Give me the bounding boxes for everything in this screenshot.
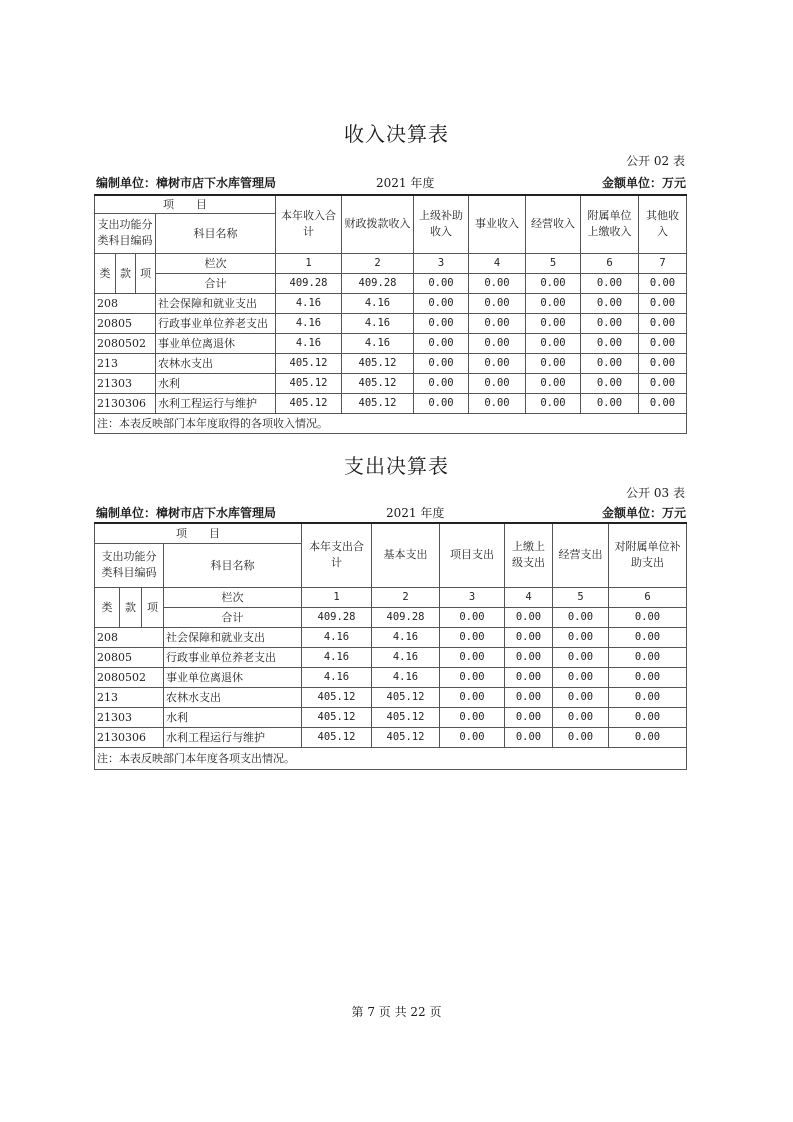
row-value: 0.00 bbox=[553, 687, 609, 707]
expense-col-num: 1 bbox=[302, 587, 372, 607]
table-row bbox=[95, 627, 687, 647]
row-code: 2130306 bbox=[95, 727, 164, 747]
row-subject-name: 事业单位离退休 bbox=[164, 667, 302, 687]
table-row bbox=[95, 667, 687, 687]
row-value: 0.00 bbox=[609, 667, 687, 687]
table-row bbox=[95, 313, 687, 333]
income-col-num: 1 bbox=[276, 253, 342, 273]
row-value: 0.00 bbox=[469, 393, 526, 413]
row-value: 0.00 bbox=[609, 647, 687, 667]
row-value: 0.00 bbox=[469, 353, 526, 373]
income-total-cell: 409.28 bbox=[276, 273, 342, 293]
row-subject-name: 水利 bbox=[164, 707, 302, 727]
row-value: 4.16 bbox=[276, 333, 342, 353]
row-value: 0.00 bbox=[609, 627, 687, 647]
income-unit-label: 编制单位：樟树市店下水库管理局 bbox=[96, 176, 277, 190]
row-code: 20805 bbox=[95, 313, 156, 333]
income-col-num: 7 bbox=[639, 253, 687, 273]
expense-year: 2021 年度 bbox=[386, 506, 445, 520]
table-row bbox=[95, 333, 687, 353]
expense-code-group-header: 支出功能分类科目编码 bbox=[95, 543, 164, 587]
row-value: 0.00 bbox=[505, 627, 553, 647]
row-value: 0.00 bbox=[639, 373, 687, 393]
row-value: 0.00 bbox=[505, 727, 553, 747]
row-value: 405.12 bbox=[276, 353, 342, 373]
expense-total-cell: 0.00 bbox=[440, 607, 505, 627]
expense-col-num: 6 bbox=[609, 587, 687, 607]
row-subject-name: 社会保障和就业支出 bbox=[156, 293, 276, 313]
row-value: 0.00 bbox=[469, 313, 526, 333]
expense-total-row bbox=[95, 607, 687, 627]
expense-col-num: 2 bbox=[372, 587, 440, 607]
row-value: 405.12 bbox=[372, 687, 440, 707]
row-value: 4.16 bbox=[372, 627, 440, 647]
expense-col-num: 3 bbox=[440, 587, 505, 607]
row-value: 4.16 bbox=[276, 313, 342, 333]
row-value: 0.00 bbox=[440, 627, 505, 647]
row-value: 0.00 bbox=[581, 353, 639, 373]
expense-amount-unit: 金额单位：万元 bbox=[601, 506, 686, 520]
income-col-num: 6 bbox=[581, 253, 639, 273]
row-value: 0.00 bbox=[639, 293, 687, 313]
row-value: 0.00 bbox=[440, 687, 505, 707]
row-value: 0.00 bbox=[581, 333, 639, 353]
row-value: 4.16 bbox=[276, 293, 342, 313]
row-value: 4.16 bbox=[342, 333, 414, 353]
row-value: 0.00 bbox=[581, 393, 639, 413]
expense-col-num: 5 bbox=[553, 587, 609, 607]
row-value: 0.00 bbox=[440, 667, 505, 687]
expense-lei-header: 类 bbox=[95, 587, 120, 627]
row-value: 0.00 bbox=[581, 313, 639, 333]
row-value: 0.00 bbox=[639, 333, 687, 353]
income-header-item: 项 目 bbox=[95, 195, 276, 213]
income-total-cell: 0.00 bbox=[414, 273, 469, 293]
row-value: 0.00 bbox=[505, 707, 553, 727]
income-col-header: 事业收入 bbox=[469, 195, 526, 253]
row-value: 0.00 bbox=[526, 373, 581, 393]
income-total-cell: 0.00 bbox=[581, 273, 639, 293]
row-subject-name: 水利工程运行与维护 bbox=[156, 393, 276, 413]
row-value: 0.00 bbox=[414, 373, 469, 393]
row-value: 405.12 bbox=[302, 727, 372, 747]
row-value: 0.00 bbox=[553, 707, 609, 727]
row-code: 2080502 bbox=[95, 333, 156, 353]
row-subject-name: 社会保障和就业支出 bbox=[164, 627, 302, 647]
income-col-num: 2 bbox=[342, 253, 414, 273]
expense-header-item: 项 目 bbox=[95, 523, 302, 543]
row-value: 4.16 bbox=[372, 667, 440, 687]
row-value: 0.00 bbox=[609, 727, 687, 747]
expense-table-code: 公开 03 表 bbox=[626, 486, 685, 500]
row-value: 0.00 bbox=[414, 393, 469, 413]
row-subject-name: 水利工程运行与维护 bbox=[164, 727, 302, 747]
row-value: 0.00 bbox=[526, 333, 581, 353]
expense-total-cell: 0.00 bbox=[609, 607, 687, 627]
income-kuan-header: 款 bbox=[116, 253, 136, 293]
page-number: 第 7 页 共 22 页 bbox=[351, 1005, 442, 1019]
income-year: 2021 年度 bbox=[376, 176, 435, 190]
row-code: 21303 bbox=[95, 373, 156, 393]
row-code: 20805 bbox=[95, 647, 164, 667]
row-subject-name: 事业单位离退休 bbox=[156, 333, 276, 353]
row-value: 0.00 bbox=[414, 333, 469, 353]
row-value: 0.00 bbox=[469, 293, 526, 313]
row-value: 0.00 bbox=[639, 313, 687, 333]
income-total-cell: 0.00 bbox=[469, 273, 526, 293]
table-row bbox=[95, 727, 687, 747]
income-table-note: 注：本表反映部门本年度取得的各项收入情况。 bbox=[95, 413, 687, 433]
row-value: 0.00 bbox=[505, 687, 553, 707]
income-amount-unit: 金额单位：万元 bbox=[601, 176, 686, 190]
row-value: 405.12 bbox=[302, 687, 372, 707]
income-col-num: 4 bbox=[469, 253, 526, 273]
row-value: 0.00 bbox=[553, 627, 609, 647]
row-value: 405.12 bbox=[302, 707, 372, 727]
income-lei-header: 类 bbox=[95, 253, 116, 293]
row-value: 0.00 bbox=[639, 353, 687, 373]
income-total-cell: 0.00 bbox=[639, 273, 687, 293]
row-value: 4.16 bbox=[342, 293, 414, 313]
row-value: 0.00 bbox=[469, 333, 526, 353]
income-info-row bbox=[96, 174, 686, 192]
expense-xiang-header: 项 bbox=[142, 587, 164, 627]
row-subject-name: 水利 bbox=[156, 373, 276, 393]
expense-col-num: 4 bbox=[505, 587, 553, 607]
income-col-header: 财政拨款收入 bbox=[342, 195, 414, 253]
income-col-header: 其他收入 bbox=[639, 195, 687, 253]
income-total-cell: 0.00 bbox=[526, 273, 581, 293]
table-row bbox=[95, 707, 687, 727]
income-xiang-header: 项 bbox=[136, 253, 156, 293]
row-value: 0.00 bbox=[526, 393, 581, 413]
row-code: 213 bbox=[95, 353, 156, 373]
income-lanci-label: 栏次 bbox=[156, 253, 276, 273]
row-value: 4.16 bbox=[372, 647, 440, 667]
expense-total-cell: 409.28 bbox=[372, 607, 440, 627]
income-table bbox=[94, 194, 687, 434]
income-code-group-header: 支出功能分类科目编码 bbox=[95, 213, 156, 253]
row-value: 0.00 bbox=[440, 707, 505, 727]
table-row bbox=[95, 687, 687, 707]
row-value: 4.16 bbox=[302, 647, 372, 667]
row-value: 4.16 bbox=[302, 667, 372, 687]
income-col-header: 附属单位上缴收入 bbox=[581, 195, 639, 253]
expense-col-header: 经营支出 bbox=[553, 523, 609, 587]
income-subject-name-header: 科目名称 bbox=[156, 213, 276, 253]
expense-total-cell: 0.00 bbox=[505, 607, 553, 627]
row-value: 4.16 bbox=[302, 627, 372, 647]
row-value: 0.00 bbox=[639, 393, 687, 413]
income-total-label: 合计 bbox=[156, 273, 276, 293]
expense-table bbox=[94, 522, 687, 770]
income-total-cell: 409.28 bbox=[342, 273, 414, 293]
row-code: 2080502 bbox=[95, 667, 164, 687]
expense-total-label: 合计 bbox=[164, 607, 302, 627]
row-value: 0.00 bbox=[609, 707, 687, 727]
row-code: 208 bbox=[95, 293, 156, 313]
row-subject-name: 农林水支出 bbox=[156, 353, 276, 373]
row-value: 0.00 bbox=[414, 293, 469, 313]
row-value: 0.00 bbox=[414, 353, 469, 373]
row-subject-name: 农林水支出 bbox=[164, 687, 302, 707]
row-subject-name: 行政事业单位养老支出 bbox=[156, 313, 276, 333]
row-value: 0.00 bbox=[526, 353, 581, 373]
expense-table-note: 注：本表反映部门本年度各项支出情况。 bbox=[95, 747, 687, 769]
table-row bbox=[95, 373, 687, 393]
income-col-header: 本年收入合计 bbox=[276, 195, 342, 253]
row-subject-name: 行政事业单位养老支出 bbox=[164, 647, 302, 667]
expense-kuan-header: 款 bbox=[120, 587, 142, 627]
row-value: 0.00 bbox=[526, 313, 581, 333]
row-value: 0.00 bbox=[440, 647, 505, 667]
income-col-num: 5 bbox=[526, 253, 581, 273]
row-value: 4.16 bbox=[342, 313, 414, 333]
row-code: 208 bbox=[95, 627, 164, 647]
row-value: 0.00 bbox=[440, 727, 505, 747]
expense-subject-name-header: 科目名称 bbox=[164, 543, 302, 587]
row-value: 0.00 bbox=[553, 727, 609, 747]
row-value: 0.00 bbox=[581, 293, 639, 313]
row-value: 405.12 bbox=[372, 707, 440, 727]
row-value: 0.00 bbox=[526, 293, 581, 313]
row-value: 0.00 bbox=[505, 667, 553, 687]
expense-col-header: 上缴上级支出 bbox=[505, 523, 553, 587]
row-value: 0.00 bbox=[609, 687, 687, 707]
row-value: 0.00 bbox=[469, 373, 526, 393]
expense-col-header: 本年支出合计 bbox=[302, 523, 372, 587]
expense-col-header: 对附属单位补助支出 bbox=[609, 523, 687, 587]
table-row bbox=[95, 293, 687, 313]
row-value: 405.12 bbox=[342, 373, 414, 393]
row-value: 405.12 bbox=[342, 353, 414, 373]
income-col-header: 经营收入 bbox=[526, 195, 581, 253]
expense-lanci-label: 栏次 bbox=[164, 587, 302, 607]
income-col-header: 上级补助收入 bbox=[414, 195, 469, 253]
row-value: 405.12 bbox=[276, 373, 342, 393]
income-col-num: 3 bbox=[414, 253, 469, 273]
expense-total-cell: 0.00 bbox=[553, 607, 609, 627]
income-total-row bbox=[95, 273, 687, 293]
row-value: 0.00 bbox=[553, 667, 609, 687]
row-value: 0.00 bbox=[505, 647, 553, 667]
expense-col-header: 项目支出 bbox=[440, 523, 505, 587]
row-value: 405.12 bbox=[342, 393, 414, 413]
row-value: 405.12 bbox=[276, 393, 342, 413]
row-value: 405.12 bbox=[372, 727, 440, 747]
income-table-code: 公开 02 表 bbox=[626, 154, 685, 168]
expense-info-row bbox=[96, 504, 686, 522]
expense-total-cell: 409.28 bbox=[302, 607, 372, 627]
row-code: 2130306 bbox=[95, 393, 156, 413]
row-code: 213 bbox=[95, 687, 164, 707]
table-row bbox=[95, 393, 687, 413]
income-table-title: 收入决算表 bbox=[344, 122, 449, 146]
expense-col-header: 基本支出 bbox=[372, 523, 440, 587]
row-code: 21303 bbox=[95, 707, 164, 727]
row-value: 0.00 bbox=[581, 373, 639, 393]
row-value: 0.00 bbox=[414, 313, 469, 333]
table-row bbox=[95, 647, 687, 667]
table-row bbox=[95, 353, 687, 373]
expense-table-title: 支出决算表 bbox=[344, 454, 449, 478]
expense-unit-label: 编制单位：樟树市店下水库管理局 bbox=[96, 506, 277, 520]
row-value: 0.00 bbox=[553, 647, 609, 667]
